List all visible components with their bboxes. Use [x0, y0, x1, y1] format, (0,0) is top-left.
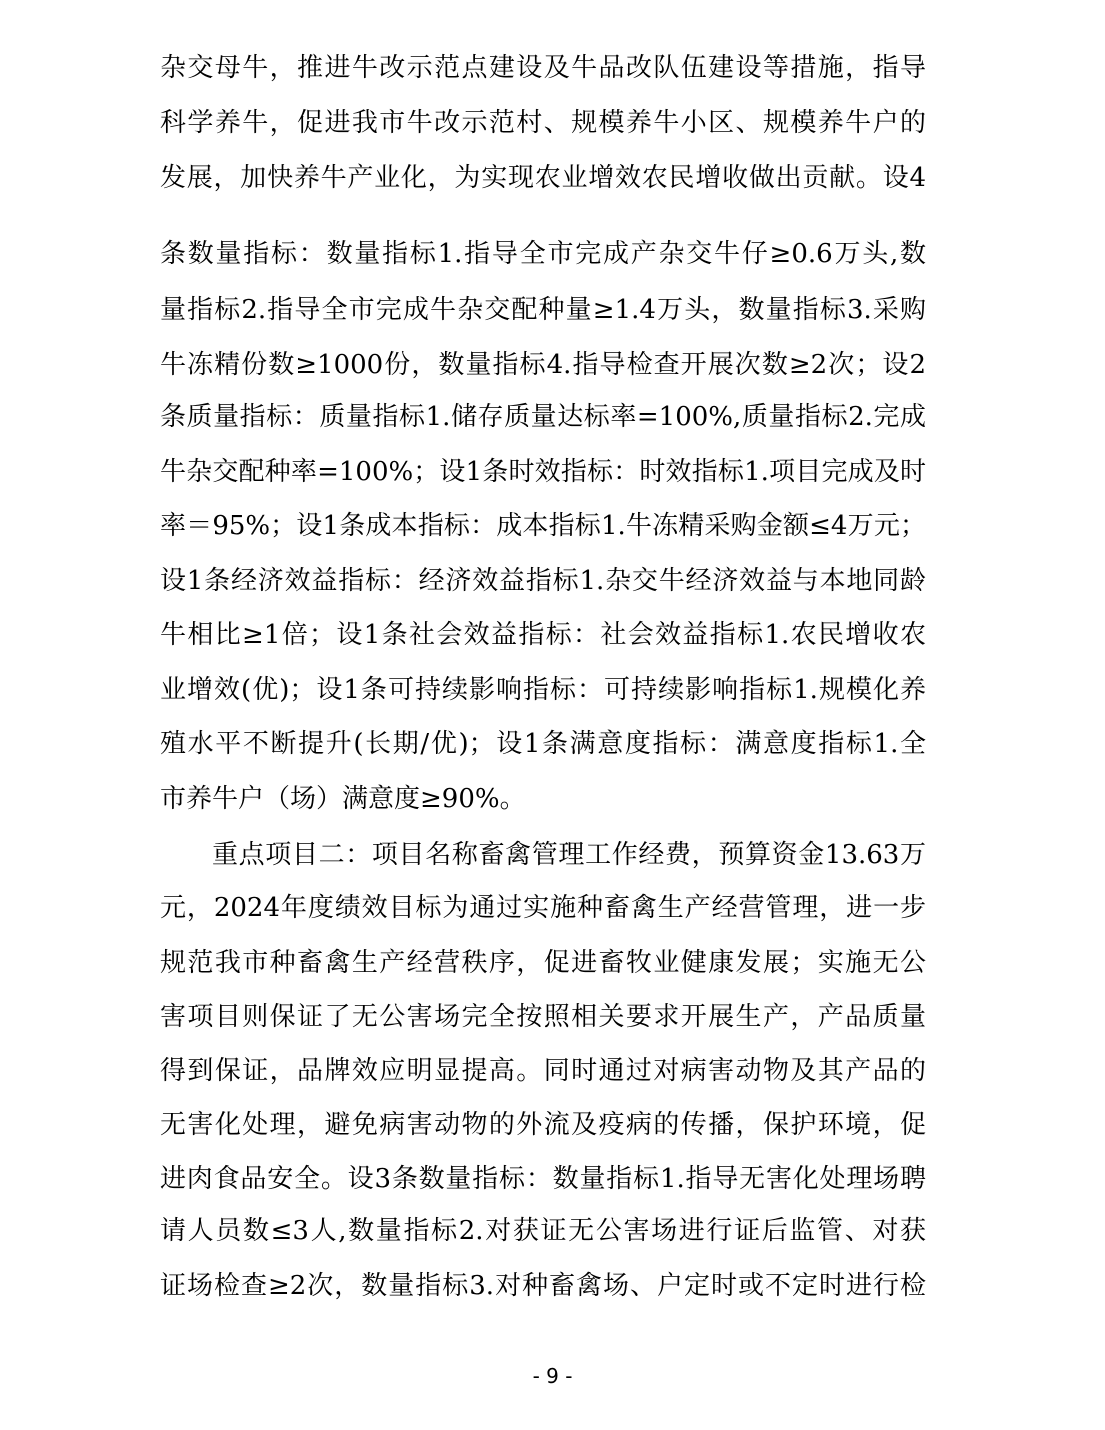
text-line: 牛相比≥1倍；设1条社会效益指标：社会效益指标1.农民增收农: [160, 620, 926, 650]
text-line: 设1条经济效益指标：经济效益指标1.杂交牛经济效益与本地同龄: [160, 566, 926, 596]
text-line: 牛杂交配种率=100%；设1条时效指标：时效指标1.项目完成及时: [160, 457, 926, 487]
text-line: 量指标2.指导全市完成牛杂交配种量≥1.4万头，数量指标3.采购: [160, 295, 926, 325]
text-line: 条数量指标：数量指标1.指导全市完成产杂交牛仔≥0.6万头,数: [160, 239, 926, 269]
text-line: 无害化处理，避免病害动物的外流及疫病的传播，保护环境，促: [160, 1110, 926, 1140]
text-line: 发展，加快养牛产业化，为实现农业增效农民增收做出贡献。设4: [160, 163, 926, 193]
text-line: 殖水平不断提升(长期/优)；设1条满意度指标：满意度指标1.全: [160, 729, 926, 759]
text-line: 证场检查≥2次，数量指标3.对种畜禽场、户定时或不定时进行检: [160, 1271, 926, 1301]
text-line: 市养牛户（场）满意度≥90%。: [160, 784, 526, 814]
text-line: 条质量指标：质量指标1.储存质量达标率=100%,质量指标2.完成: [160, 402, 926, 432]
page-number: - 9 -: [532, 1364, 573, 1388]
text-line: 业增效(优)；设1条可持续影响指标：可持续影响指标1.规模化养: [160, 675, 926, 705]
text-line: 请人员数≤3人,数量指标2.对获证无公害场进行证后监管、对获: [160, 1216, 926, 1246]
text-line: 害项目则保证了无公害场完全按照相关要求开展生产，产品质量: [160, 1002, 926, 1032]
text-line: 牛冻精份数≥1000份，数量指标4.指导检查开展次数≥2次；设2: [160, 350, 926, 380]
text-line: 得到保证，品牌效应明显提高。同时通过对病害动物及其产品的: [160, 1056, 926, 1086]
paragraph-first-line: 重点项目二：项目名称畜禽管理工作经费，预算资金13.63万: [212, 840, 926, 870]
text-line: 元，2024年度绩效目标为通过实施种畜禽生产经营管理，进一步: [160, 893, 926, 923]
text-line: 规范我市种畜禽生产经营秩序，促进畜牧业健康发展；实施无公: [160, 948, 926, 978]
text-line: 科学养牛，促进我市牛改示范村、规模养牛小区、规模养牛户的: [160, 108, 926, 138]
text-line: 率＝95%；设1条成本指标：成本指标1.牛冻精采购金额≤4万元；: [160, 511, 926, 541]
text-line: 杂交母牛，推进牛改示范点建设及牛品改队伍建设等措施，指导: [160, 53, 926, 83]
text-line: 进肉食品安全。设3条数量指标：数量指标1.指导无害化处理场聘: [160, 1164, 926, 1194]
